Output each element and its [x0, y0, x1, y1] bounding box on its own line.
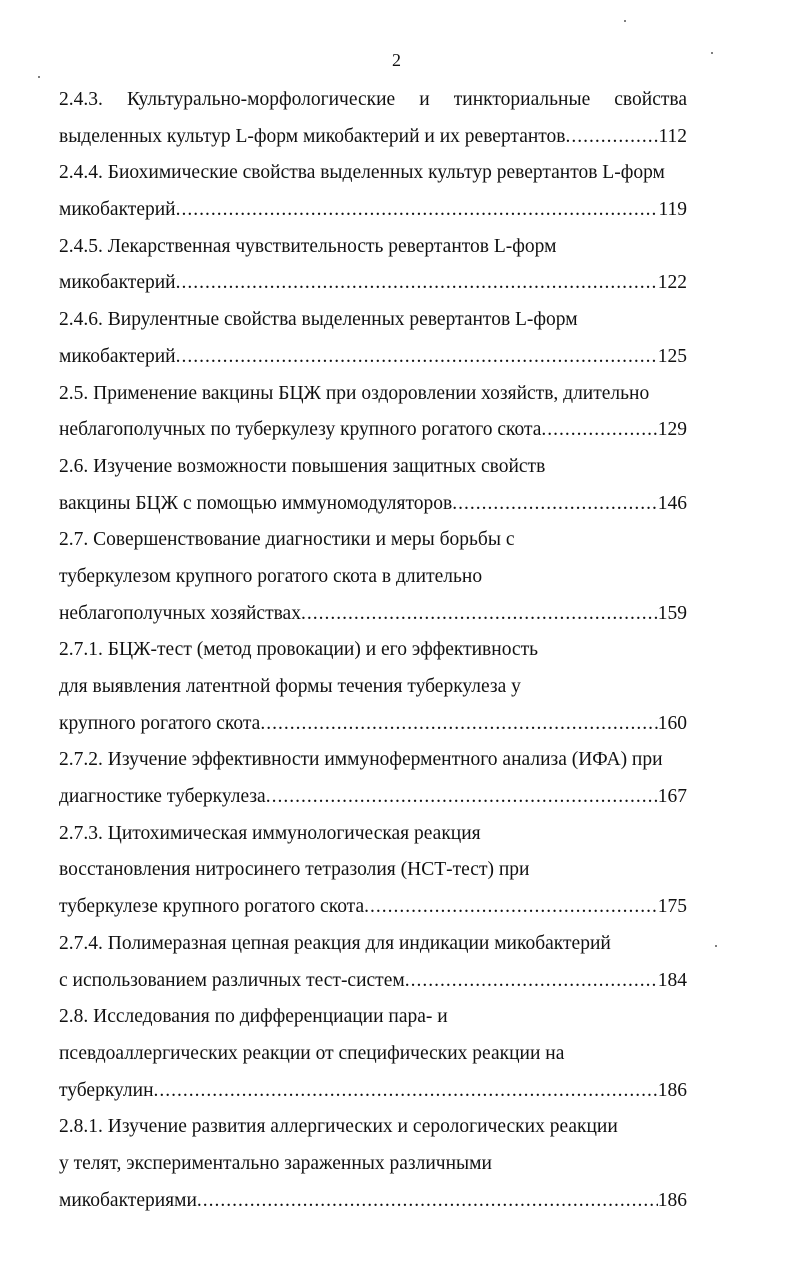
leader-dots [176, 193, 659, 227]
toc-entry-2-8-1-line-1: 2.8.1. Изучение развития аллергических и серологических реакции [59, 1116, 618, 1138]
toc-page-number: 122 [657, 272, 687, 294]
toc-entry-2-8-1-line-3 [59, 1184, 687, 1221]
toc-text: крупного рогатого скота [59, 712, 261, 734]
toc-entry-2-4-5-line-1: 2.4.5. Лекарственная чувствительность ревертантов L-форм [59, 235, 557, 257]
toc-entry-2-8-line-3 [59, 1074, 687, 1111]
leader-dots [301, 597, 658, 631]
toc-text: диагностике туберкулеза [59, 786, 266, 808]
leader-dots [176, 266, 658, 300]
leader-dots [197, 1184, 658, 1218]
toc-entry-2-6-line-2 [59, 487, 687, 524]
toc-text: и [419, 89, 430, 110]
leader-dots [364, 890, 658, 924]
scan-speck [715, 945, 717, 947]
toc-text: Культурально-морфологические [126, 89, 396, 110]
toc-entry-2-5-line-2 [59, 413, 687, 450]
toc-entry-2-7-4-line-2 [59, 964, 687, 1001]
toc-entry-2-7-line-1: 2.7. Совершенствование диагностики и меры борьбы с [59, 529, 515, 551]
leader-dots [566, 120, 659, 154]
scan-speck [624, 20, 626, 22]
toc-entry-2-4-6-line-2 [59, 340, 687, 377]
toc-entry-2-4-3-line-2 [59, 120, 687, 157]
toc-entry-2-4-4-line-2 [59, 193, 687, 230]
toc-entry-2-7-1-line-2: для выявления латентной формы течения туберкулеза у [59, 676, 521, 697]
toc-page-number: 159 [657, 602, 687, 624]
toc-entry-2-7-2-line-2 [59, 780, 687, 817]
toc-entry-2-8-line-1: 2.8. Исследования по дифференциации пара- и [59, 1006, 448, 1028]
toc-entry-2-7-4-line-1: 2.7.4. Полимеразная цепная реакция для индикации микобактерий [59, 932, 611, 954]
leader-dots [154, 1074, 658, 1108]
leader-dots [260, 707, 657, 741]
toc-page-number: 146 [657, 492, 687, 514]
toc-page-number: 186 [657, 1189, 687, 1211]
leader-dots [266, 780, 658, 814]
toc-page-number: 167 [657, 786, 687, 808]
toc-entry-2-7-3-line-2: восстановления нитросинего тетразолия (НСТ-тест) при [59, 859, 530, 881]
page-number: 2 [392, 50, 401, 70]
toc-text: тинкториальные [453, 89, 591, 110]
toc-page-number: 119 [658, 199, 687, 221]
toc-page-number: 186 [657, 1079, 687, 1101]
toc-entry-2-5-line-1: 2.5. Применение вакцины БЦЖ при оздоровлении хозяйств, длительно [59, 382, 650, 404]
toc-page-number: 184 [657, 969, 687, 991]
toc-text: свойства [614, 89, 687, 110]
toc-text: микобактериями [59, 1189, 197, 1211]
toc-entry-2-7-2-line-1: 2.7.2. Изучение эффективности иммуноферментного анализа (ИФА) при [59, 749, 663, 771]
toc-text: выделенных культур L-форм микобактерий и их ревертантов [59, 125, 566, 147]
toc-page-number: 125 [657, 345, 687, 367]
toc-text: микобактерий [59, 199, 176, 221]
leader-dots [541, 413, 652, 447]
scan-speck [38, 76, 40, 78]
table-of-contents [59, 83, 687, 1220]
leader-dots [405, 964, 658, 998]
toc-entry-2-7-3-line-3 [59, 890, 687, 927]
toc-entry-2-7-3-line-1: 2.7.3. Цитохимическая иммунологическая реакция [59, 822, 481, 844]
leader-dots [176, 340, 658, 374]
toc-entry-2-4-4-line-1: 2.4.4. Биохимические свойства выделенных культур ревертантов L-форм [59, 162, 665, 184]
toc-entry-2-8-line-2: псевдоаллергических реакции от специфических реакции на [59, 1042, 565, 1064]
toc-entry-2-7-line-3 [59, 597, 687, 634]
toc-text: туберкулин [59, 1079, 154, 1101]
toc-entry-2-7-line-2: туберкулезом крупного рогатого скота в длительно [59, 565, 483, 587]
toc-page-number: 160 [657, 712, 687, 734]
toc-page-number: 175 [657, 896, 687, 918]
toc-entry-2-7-1-line-3 [59, 707, 687, 744]
toc-entry-2-4-6-line-1: 2.4.6. Вирулентные свойства выделенных ревертантов L-форм [59, 309, 578, 331]
toc-text: вакцины БЦЖ с помощью иммуномодуляторов [59, 492, 453, 514]
toc-entry-2-4-5-line-2 [59, 266, 687, 303]
toc-entry-2-4-3-line-1 [59, 83, 687, 120]
toc-text: микобактерий [59, 272, 176, 294]
toc-text: 2.4.3. [59, 89, 103, 110]
leader-dots [452, 487, 658, 521]
toc-page-number: .129 [652, 419, 687, 441]
toc-text: неблагополучных по туберкулезу крупного рогатого скота [59, 419, 542, 441]
toc-entry-2-8-1-line-2: у телят, экспериментально зараженных различными [59, 1152, 492, 1174]
toc-page-number: 112 [658, 125, 687, 147]
toc-text: туберкулезе крупного рогатого скота [59, 896, 365, 918]
scan-speck [711, 52, 713, 54]
toc-entry-2-7-1-line-1: 2.7.1. БЦЖ-тест (метод провокации) и его эффективность [59, 639, 539, 661]
toc-text: с использованием различных тест-систем [59, 969, 405, 991]
toc-text: неблагополучных хозяйствах [59, 602, 301, 624]
toc-text: микобактерий [59, 345, 176, 367]
toc-entry-2-6-line-1: 2.6. Изучение возможности повышения защитных свойств [59, 455, 546, 477]
